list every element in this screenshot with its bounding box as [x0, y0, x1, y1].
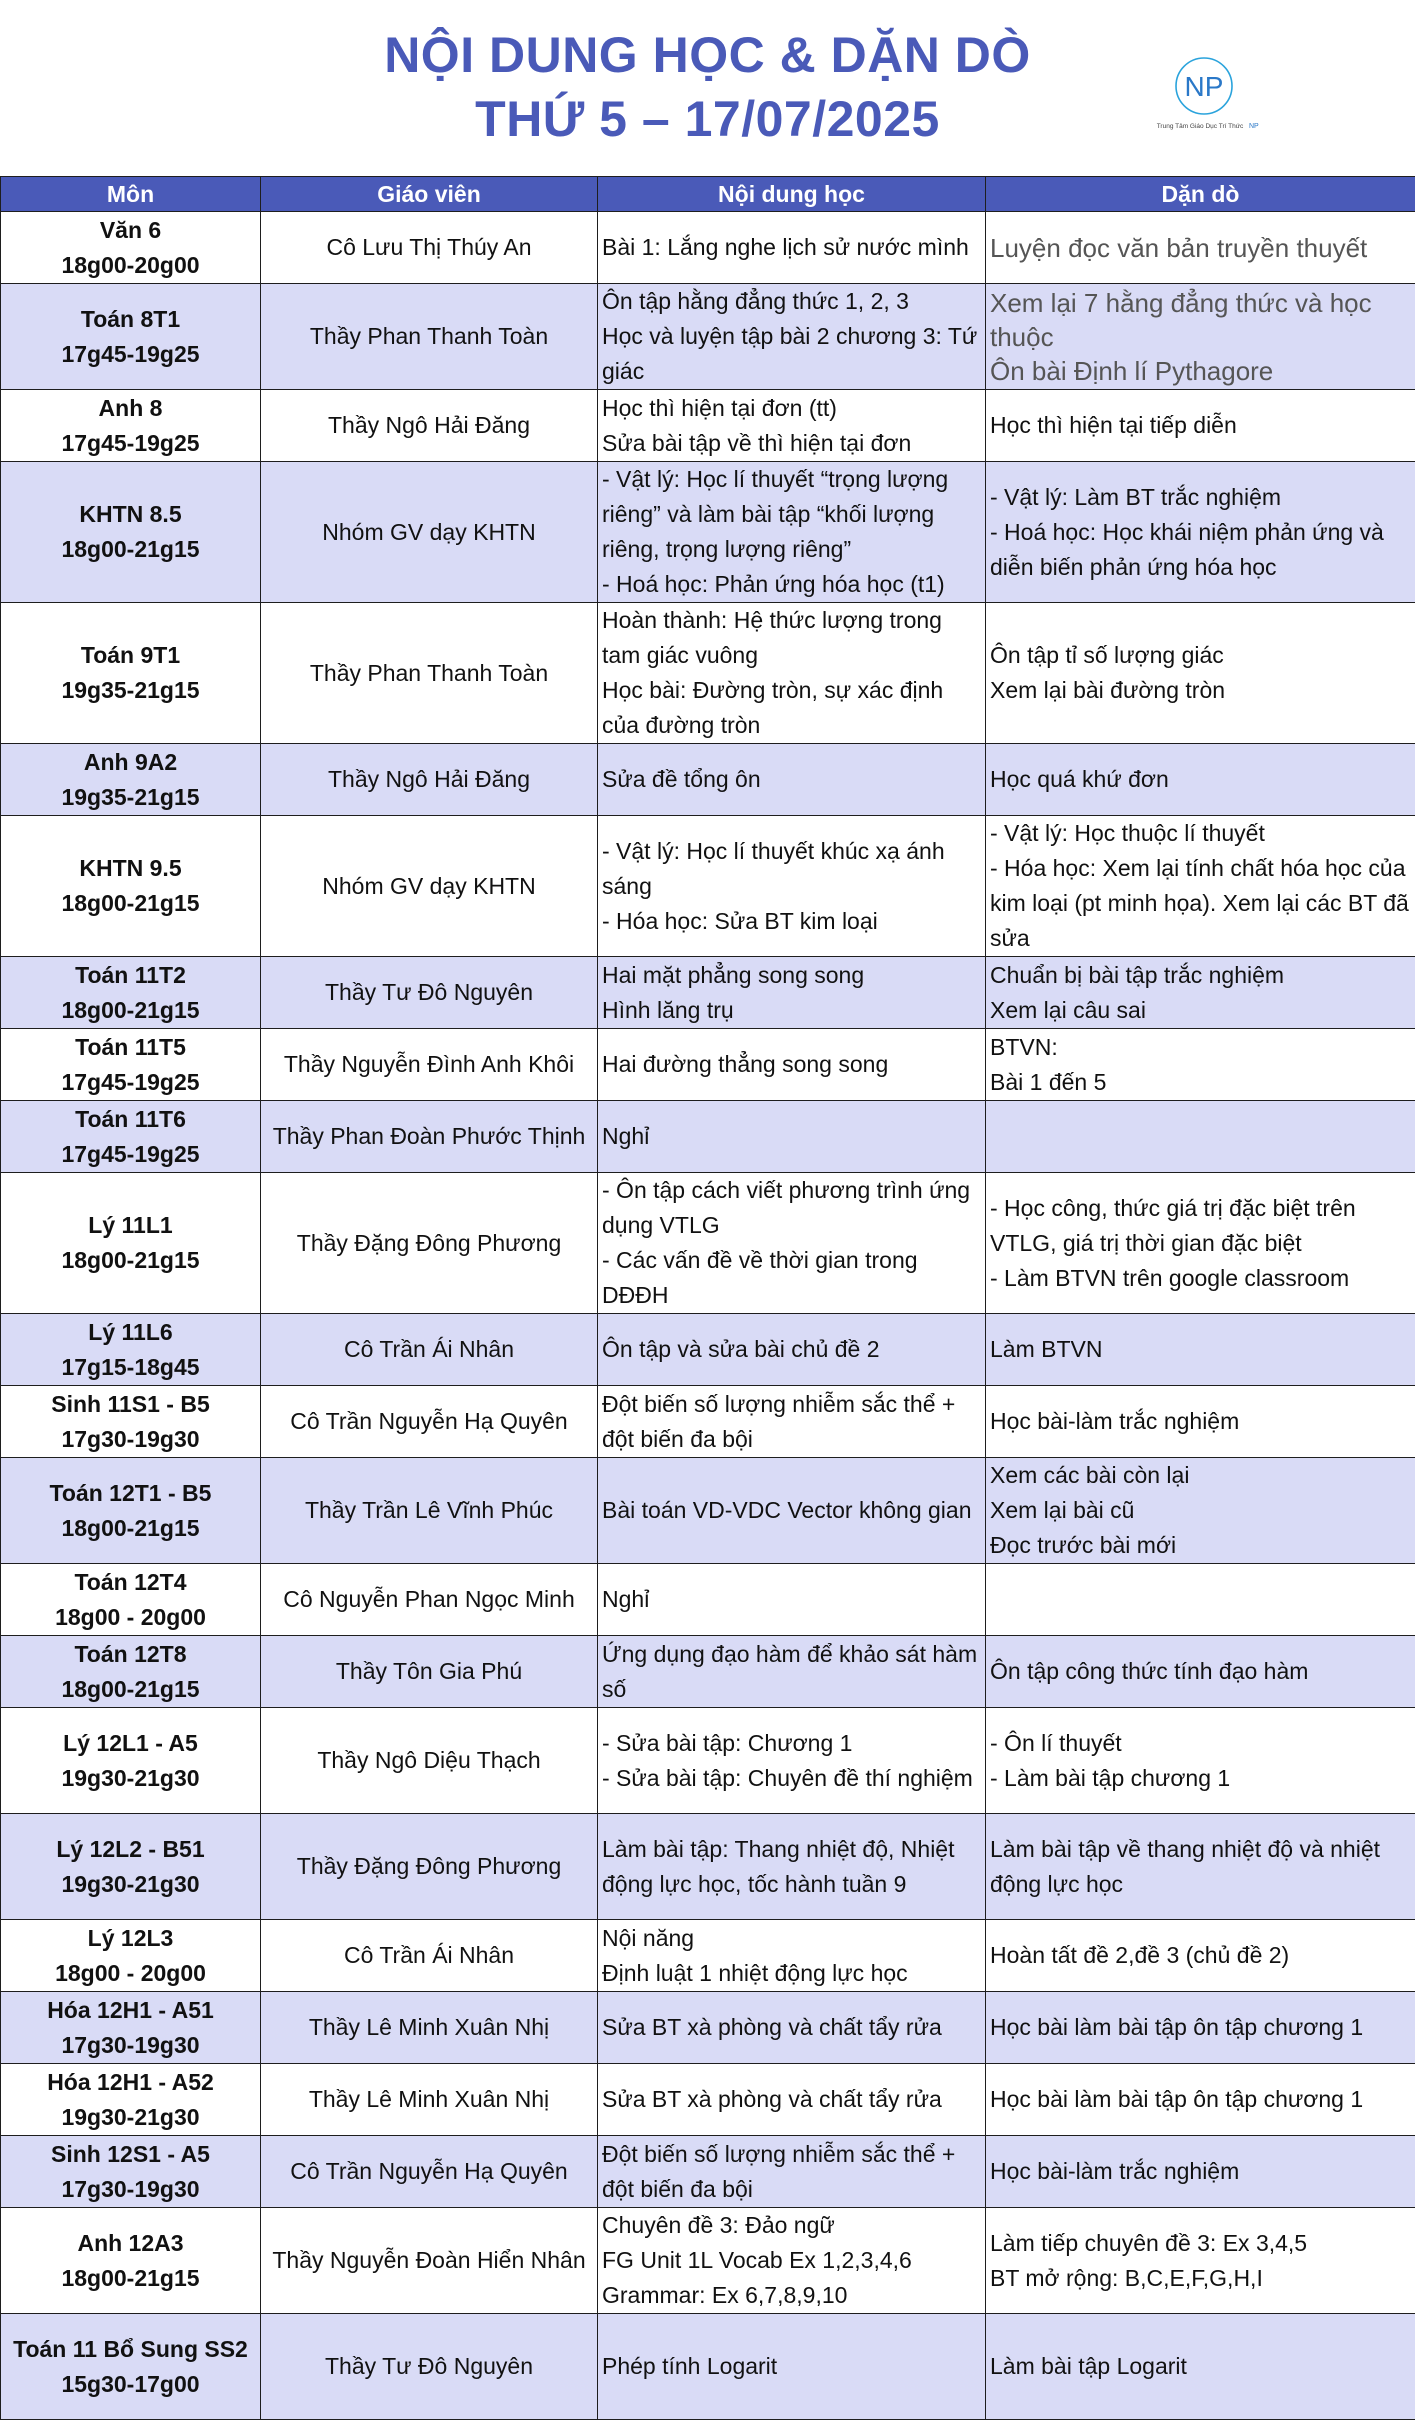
- teacher-cell: Thầy Đặng Đông Phương: [261, 1173, 598, 1314]
- subject-cell: [1, 1314, 261, 1386]
- schedule-table: [0, 176, 1415, 2420]
- column-header-content: Nội dung học: [598, 177, 986, 212]
- table-row: [1, 2208, 1415, 2314]
- subject-cell-line: Lý 12L2 - B51: [3, 1832, 258, 1867]
- content-cell-line: - Ôn tập cách viết phương trình ứng dụng VTLG: [602, 1173, 981, 1243]
- column-header-teacher: Giáo viên: [261, 177, 598, 212]
- homework-cell: [986, 816, 1415, 957]
- homework-cell: [986, 1920, 1415, 1992]
- subject-cell-line: Toán 11T2: [3, 958, 258, 993]
- subject-cell-line: Lý 11L1: [3, 1208, 258, 1243]
- homework-cell-line: Xem lại câu sai: [990, 993, 1411, 1028]
- content-cell: [598, 1814, 986, 1920]
- subject-cell: [1, 1173, 261, 1314]
- table-row: [1, 1314, 1415, 1386]
- subject-cell: [1, 957, 261, 1029]
- teacher-cell: Thầy Ngô Diệu Thạch: [261, 1708, 598, 1814]
- homework-cell-line: Hoàn tất đề 2,đề 3 (chủ đề 2): [990, 1938, 1411, 1973]
- content-cell-line: Hoàn thành: Hệ thức lượng trong tam giác vuông: [602, 603, 981, 673]
- content-cell-line: - Hóa học: Sửa BT kim loại: [602, 904, 981, 939]
- teacher-cell: Nhóm GV dạy KHTN: [261, 816, 598, 957]
- content-cell: [598, 1314, 986, 1386]
- content-cell-line: Bài 1: Lắng nghe lịch sử nước mình: [602, 230, 981, 265]
- subject-cell: [1, 1992, 261, 2064]
- subject-cell: [1, 744, 261, 816]
- content-cell: [598, 816, 986, 957]
- content-cell-line: Chuyên đề 3: Đảo ngữ: [602, 2208, 981, 2243]
- homework-cell-line: Ôn tập tỉ số lượng giác: [990, 638, 1411, 673]
- logo-caption: Trung Tâm Giáo Dục Trí Thức: [1157, 123, 1244, 130]
- content-cell: [598, 2208, 986, 2314]
- content-cell-line: Grammar: Ex 6,7,8,9,10: [602, 2278, 981, 2313]
- content-cell-line: Bài toán VD-VDC Vector không gian: [602, 1493, 981, 1528]
- table-row: [1, 1029, 1415, 1101]
- table-row: [1, 1708, 1415, 1814]
- homework-cell: [986, 744, 1415, 816]
- table-row: [1, 816, 1415, 957]
- content-cell-line: Sửa đề tổng ôn: [602, 762, 981, 797]
- subject-cell-line: Hóa 12H1 - A52: [3, 2065, 258, 2100]
- content-cell: [598, 390, 986, 462]
- content-cell-line: Đột biến số lượng nhiễm sắc thể + đột biến đa bội: [602, 1387, 981, 1457]
- homework-cell-line: Xem lại bài đường tròn: [990, 673, 1411, 708]
- table-row: [1, 212, 1415, 284]
- subject-cell-line: 19g30-21g30: [3, 2100, 258, 2135]
- subject-cell: [1, 1458, 261, 1564]
- subject-cell-line: Lý 12L1 - A5: [3, 1726, 258, 1761]
- homework-cell-line: - Làm BTVN trên google classroom: [990, 1261, 1411, 1296]
- content-cell: [598, 2314, 986, 2420]
- homework-cell: [986, 2314, 1415, 2420]
- homework-cell-line: - Hoá học: Học khái niệm phản ứng và diễn biến phản ứng hóa học: [990, 515, 1411, 585]
- subject-cell: [1, 1386, 261, 1458]
- table-row: [1, 1458, 1415, 1564]
- subject-cell-line: Hóa 12H1 - A51: [3, 1993, 258, 2028]
- subject-cell-line: 18g00 - 20g00: [3, 1600, 258, 1635]
- subject-cell-line: Toán 9T1: [3, 638, 258, 673]
- homework-cell: [986, 1386, 1415, 1458]
- subject-cell-line: Lý 11L6: [3, 1315, 258, 1350]
- homework-cell-line: - Làm bài tập chương 1: [990, 1761, 1411, 1796]
- homework-cell: [986, 1314, 1415, 1386]
- content-cell-line: Đột biến số lượng nhiễm sắc thể + đột biến đa bội: [602, 2137, 981, 2207]
- table-row: [1, 2314, 1415, 2420]
- homework-cell: [986, 284, 1415, 390]
- teacher-cell: Thầy Ngô Hải Đăng: [261, 744, 598, 816]
- subject-cell: [1, 1564, 261, 1636]
- content-cell-line: Học bài: Đường tròn, sự xác định của đường tròn: [602, 673, 981, 743]
- homework-cell: [986, 1458, 1415, 1564]
- homework-cell-line: Bài 1 đến 5: [990, 1065, 1411, 1100]
- content-cell: [598, 957, 986, 1029]
- content-cell: [598, 212, 986, 284]
- subject-cell-line: 18g00-21g15: [3, 993, 258, 1028]
- teacher-cell: Nhóm GV dạy KHTN: [261, 462, 598, 603]
- table-row: [1, 1173, 1415, 1314]
- subject-cell-line: KHTN 8.5: [3, 497, 258, 532]
- subject-cell-line: 17g15-18g45: [3, 1350, 258, 1385]
- content-cell: [598, 1992, 986, 2064]
- content-cell: [598, 1029, 986, 1101]
- content-cell: [598, 744, 986, 816]
- teacher-cell: Cô Trần Ái Nhân: [261, 1920, 598, 1992]
- table-row: [1, 1920, 1415, 1992]
- teacher-cell: Thầy Tư Đô Nguyên: [261, 2314, 598, 2420]
- subject-cell-line: Toán 12T1 - B5: [3, 1476, 258, 1511]
- table-row: [1, 1814, 1415, 1920]
- teacher-cell: Cô Trần Nguyễn Hạ Quyên: [261, 2136, 598, 2208]
- subject-cell-line: KHTN 9.5: [3, 851, 258, 886]
- content-cell: [598, 2064, 986, 2136]
- homework-cell-line: BTVN:: [990, 1030, 1411, 1065]
- homework-cell-line: Học bài làm bài tập ôn tập chương 1: [990, 2082, 1411, 2117]
- homework-cell-line: Làm tiếp chuyên đề 3: Ex 3,4,5: [990, 2226, 1411, 2261]
- content-cell-line: Sửa BT xà phòng và chất tẩy rửa: [602, 2082, 981, 2117]
- subject-cell-line: 17g45-19g25: [3, 1137, 258, 1172]
- content-cell-line: - Sửa bài tập: Chương 1: [602, 1726, 981, 1761]
- subject-cell-line: Toán 12T8: [3, 1637, 258, 1672]
- subject-cell-line: Toán 8T1: [3, 302, 258, 337]
- homework-cell-line: Ôn tập công thức tính đạo hàm: [990, 1654, 1411, 1689]
- subject-cell-line: Toán 11T5: [3, 1030, 258, 1065]
- content-cell-line: Sửa bài tập về thì hiện tại đơn: [602, 426, 981, 461]
- teacher-cell: Cô Trần Nguyễn Hạ Quyên: [261, 1386, 598, 1458]
- homework-cell-line: Xem lại bài cũ: [990, 1493, 1411, 1528]
- teacher-cell: Thầy Ngô Hải Đăng: [261, 390, 598, 462]
- homework-cell: [986, 1814, 1415, 1920]
- subject-cell: [1, 1814, 261, 1920]
- subject-cell-line: Toán 11T6: [3, 1102, 258, 1137]
- content-cell: [598, 1920, 986, 1992]
- content-cell: [598, 462, 986, 603]
- subject-cell: [1, 1920, 261, 1992]
- content-cell-line: Hai đường thẳng song song: [602, 1047, 981, 1082]
- teacher-cell: Cô Nguyễn Phan Ngọc Minh: [261, 1564, 598, 1636]
- homework-cell: [986, 462, 1415, 603]
- teacher-cell: Thầy Phan Thanh Toàn: [261, 284, 598, 390]
- teacher-cell: Thầy Lê Minh Xuân Nhị: [261, 2064, 598, 2136]
- homework-cell: [986, 957, 1415, 1029]
- subject-cell-line: 19g30-21g30: [3, 1867, 258, 1902]
- content-cell-line: FG Unit 1L Vocab Ex 1,2,3,4,6: [602, 2243, 981, 2278]
- subject-cell-line: 19g35-21g15: [3, 780, 258, 815]
- homework-cell-line: Luyện đọc văn bản truyền thuyết: [990, 231, 1411, 265]
- subject-cell: [1, 1101, 261, 1173]
- subject-cell-line: 15g30-17g00: [3, 2367, 258, 2402]
- table-row: [1, 1386, 1415, 1458]
- content-cell: [598, 1458, 986, 1564]
- subject-cell: [1, 1636, 261, 1708]
- table-row: [1, 1636, 1415, 1708]
- logo-letters: NP: [1185, 71, 1224, 102]
- subject-cell-line: 17g30-19g30: [3, 2028, 258, 2063]
- subject-cell-line: 17g45-19g25: [3, 337, 258, 372]
- subject-cell-line: Anh 12A3: [3, 2226, 258, 2261]
- logo-caption-np: NP: [1249, 123, 1259, 130]
- subject-cell-line: 18g00-21g15: [3, 1511, 258, 1546]
- homework-cell-line: Làm bài tập Logarit: [990, 2349, 1411, 2384]
- column-header-subject: Môn: [1, 177, 261, 212]
- homework-cell-line: Học thì hiện tại tiếp diễn: [990, 408, 1411, 443]
- subject-cell: [1, 212, 261, 284]
- center-logo-icon: [1152, 46, 1262, 136]
- subject-cell: [1, 1708, 261, 1814]
- content-cell: [598, 1386, 986, 1458]
- subject-cell: [1, 284, 261, 390]
- teacher-cell: Thầy Trần Lê Vĩnh Phúc: [261, 1458, 598, 1564]
- subject-cell-line: 18g00-21g15: [3, 1672, 258, 1707]
- homework-cell-line: Đọc trước bài mới: [990, 1528, 1411, 1563]
- subject-cell: [1, 2064, 261, 2136]
- homework-cell: [986, 1101, 1415, 1173]
- content-cell-line: Học và luyện tập bài 2 chương 3: Tứ giác: [602, 319, 981, 389]
- content-cell-line: Sửa BT xà phòng và chất tẩy rửa: [602, 2010, 981, 2045]
- subject-cell-line: Sinh 11S1 - B5: [3, 1387, 258, 1422]
- page-header: [0, 0, 1415, 176]
- content-cell-line: Hai mặt phẳng song song: [602, 958, 981, 993]
- table-row: [1, 1101, 1415, 1173]
- subject-cell-line: Sinh 12S1 - A5: [3, 2137, 258, 2172]
- homework-cell-line: BT mở rộng: B,C,E,F,G,H,I: [990, 2261, 1411, 2296]
- homework-cell-line: - Học công, thức giá trị đặc biệt trên VTLG, giá trị thời gian đặc biệt: [990, 1191, 1411, 1261]
- homework-cell-line: Học bài-làm trắc nghiệm: [990, 2154, 1411, 2189]
- homework-cell: [986, 1564, 1415, 1636]
- subject-cell: [1, 1029, 261, 1101]
- subject-cell-line: Toán 12T4: [3, 1565, 258, 1600]
- content-cell: [598, 603, 986, 744]
- homework-cell: [986, 1636, 1415, 1708]
- content-cell: [598, 1636, 986, 1708]
- homework-cell-line: - Vật lý: Làm BT trắc nghiệm: [990, 480, 1411, 515]
- homework-cell-line: Làm BTVN: [990, 1332, 1411, 1367]
- homework-cell: [986, 1708, 1415, 1814]
- subject-cell: [1, 390, 261, 462]
- table-row: [1, 390, 1415, 462]
- teacher-cell: Cô Trần Ái Nhân: [261, 1314, 598, 1386]
- content-cell-line: Định luật 1 nhiệt động lực học: [602, 1956, 981, 1991]
- table-row: [1, 2136, 1415, 2208]
- teacher-cell: Thầy Tư Đô Nguyên: [261, 957, 598, 1029]
- subject-cell-line: Toán 11 Bổ Sung SS2: [3, 2332, 258, 2367]
- subject-cell: [1, 603, 261, 744]
- homework-cell-line: Xem các bài còn lại: [990, 1458, 1411, 1493]
- subject-cell: [1, 2136, 261, 2208]
- subject-cell-line: Anh 9A2: [3, 745, 258, 780]
- content-cell-line: - Các vấn đề về thời gian trong DĐĐH: [602, 1243, 981, 1313]
- content-cell: [598, 284, 986, 390]
- homework-cell-line: Học bài-làm trắc nghiệm: [990, 1404, 1411, 1439]
- teacher-cell: Thầy Phan Thanh Toàn: [261, 603, 598, 744]
- content-cell-line: Hình lăng trụ: [602, 993, 981, 1028]
- subject-cell-line: 18g00-21g15: [3, 886, 258, 921]
- subject-cell-line: 18g00-21g15: [3, 1243, 258, 1278]
- content-cell-line: - Vật lý: Học lí thuyết khúc xạ ánh sáng: [602, 834, 981, 904]
- content-cell-line: - Sửa bài tập: Chuyên đề thí nghiệm: [602, 1761, 981, 1796]
- subject-cell-line: Anh 8: [3, 391, 258, 426]
- table-row: [1, 603, 1415, 744]
- subject-cell: [1, 2208, 261, 2314]
- page-title: NỘI DUNG HỌC & DẶN DÒ: [0, 26, 1415, 84]
- content-cell-line: - Vật lý: Học lí thuyết “trọng lượng riêng” và làm bài tập “khối lượng riêng, trọng lượng riêng”: [602, 462, 981, 567]
- content-cell-line: Ôn tập và sửa bài chủ đề 2: [602, 1332, 981, 1367]
- subject-cell-line: 19g35-21g15: [3, 673, 258, 708]
- content-cell-line: Nội năng: [602, 1921, 981, 1956]
- subject-cell-line: Văn 6: [3, 213, 258, 248]
- homework-cell-line: Chuẩn bị bài tập trắc nghiệm: [990, 958, 1411, 993]
- subject-cell-line: 17g30-19g30: [3, 2172, 258, 2207]
- content-cell-line: Ứng dụng đạo hàm để khảo sát hàm số: [602, 1637, 981, 1707]
- subject-cell-line: 19g30-21g30: [3, 1761, 258, 1796]
- table-header-row: [1, 177, 1415, 212]
- content-cell-line: Làm bài tập: Thang nhiệt độ, Nhiệt động lực học, tốc hành tuần 9: [602, 1832, 981, 1902]
- subject-cell: [1, 816, 261, 957]
- homework-cell-line: - Vật lý: Học thuộc lí thuyết: [990, 816, 1411, 851]
- homework-cell-line: - Hóa học: Xem lại tính chất hóa học của kim loại (pt minh họa). Xem lại các BT đã sửa: [990, 851, 1411, 956]
- homework-cell: [986, 212, 1415, 284]
- homework-cell: [986, 1173, 1415, 1314]
- teacher-cell: Thầy Đặng Đông Phương: [261, 1814, 598, 1920]
- subject-cell-line: 18g00-20g00: [3, 248, 258, 283]
- content-cell-line: Nghỉ: [602, 1582, 981, 1617]
- homework-cell: [986, 2064, 1415, 2136]
- subject-cell-line: 18g00-21g15: [3, 2261, 258, 2296]
- content-cell: [598, 1173, 986, 1314]
- homework-cell-line: Ôn bài Định lí Pythagore: [990, 354, 1411, 388]
- table-row: [1, 957, 1415, 1029]
- content-cell-line: Học thì hiện tại đơn (tt): [602, 391, 981, 426]
- content-cell: [598, 1708, 986, 1814]
- homework-cell: [986, 1992, 1415, 2064]
- homework-cell: [986, 2208, 1415, 2314]
- content-cell-line: Ôn tập hằng đẳng thức 1, 2, 3: [602, 284, 981, 319]
- table-row: [1, 462, 1415, 603]
- homework-cell-line: - Ôn lí thuyết: [990, 1726, 1411, 1761]
- homework-cell: [986, 390, 1415, 462]
- homework-cell-line: Làm bài tập về thang nhiệt độ và nhiệt động lực học: [990, 1832, 1411, 1902]
- table-row: [1, 1992, 1415, 2064]
- subject-cell-line: 17g45-19g25: [3, 1065, 258, 1100]
- homework-cell-line: Học quá khứ đơn: [990, 762, 1411, 797]
- table-row: [1, 284, 1415, 390]
- table-body: [1, 212, 1415, 2420]
- teacher-cell: Thầy Phan Đoàn Phước Thịnh: [261, 1101, 598, 1173]
- subject-cell-line: 18g00 - 20g00: [3, 1956, 258, 1991]
- content-cell: [598, 2136, 986, 2208]
- table-row: [1, 1564, 1415, 1636]
- teacher-cell: Cô Lưu Thị Thúy An: [261, 212, 598, 284]
- content-cell-line: Phép tính Logarit: [602, 2349, 981, 2384]
- teacher-cell: Thầy Lê Minh Xuân Nhị: [261, 1992, 598, 2064]
- page-date: THỨ 5 – 17/07/2025: [0, 90, 1415, 148]
- teacher-cell: Thầy Nguyễn Đình Anh Khôi: [261, 1029, 598, 1101]
- subject-cell-line: 18g00-21g15: [3, 532, 258, 567]
- table-row: [1, 744, 1415, 816]
- column-header-homework: Dặn dò: [986, 177, 1415, 212]
- teacher-cell: Thầy Nguyễn Đoàn Hiển Nhân: [261, 2208, 598, 2314]
- teacher-cell: Thầy Tôn Gia Phú: [261, 1636, 598, 1708]
- subject-cell-line: 17g30-19g30: [3, 1422, 258, 1457]
- content-cell-line: Nghỉ: [602, 1119, 981, 1154]
- table-row: [1, 2064, 1415, 2136]
- subject-cell: [1, 462, 261, 603]
- homework-cell-line: Xem lại 7 hằng đẳng thức và học thuộc: [990, 286, 1411, 354]
- homework-cell: [986, 603, 1415, 744]
- subject-cell-line: 17g45-19g25: [3, 426, 258, 461]
- homework-cell: [986, 1029, 1415, 1101]
- homework-cell: [986, 2136, 1415, 2208]
- content-cell: [598, 1564, 986, 1636]
- subject-cell-line: Lý 12L3: [3, 1921, 258, 1956]
- subject-cell: [1, 2314, 261, 2420]
- content-cell: [598, 1101, 986, 1173]
- homework-cell-line: Học bài làm bài tập ôn tập chương 1: [990, 2010, 1411, 2045]
- content-cell-line: - Hoá học: Phản ứng hóa học (t1): [602, 567, 981, 602]
